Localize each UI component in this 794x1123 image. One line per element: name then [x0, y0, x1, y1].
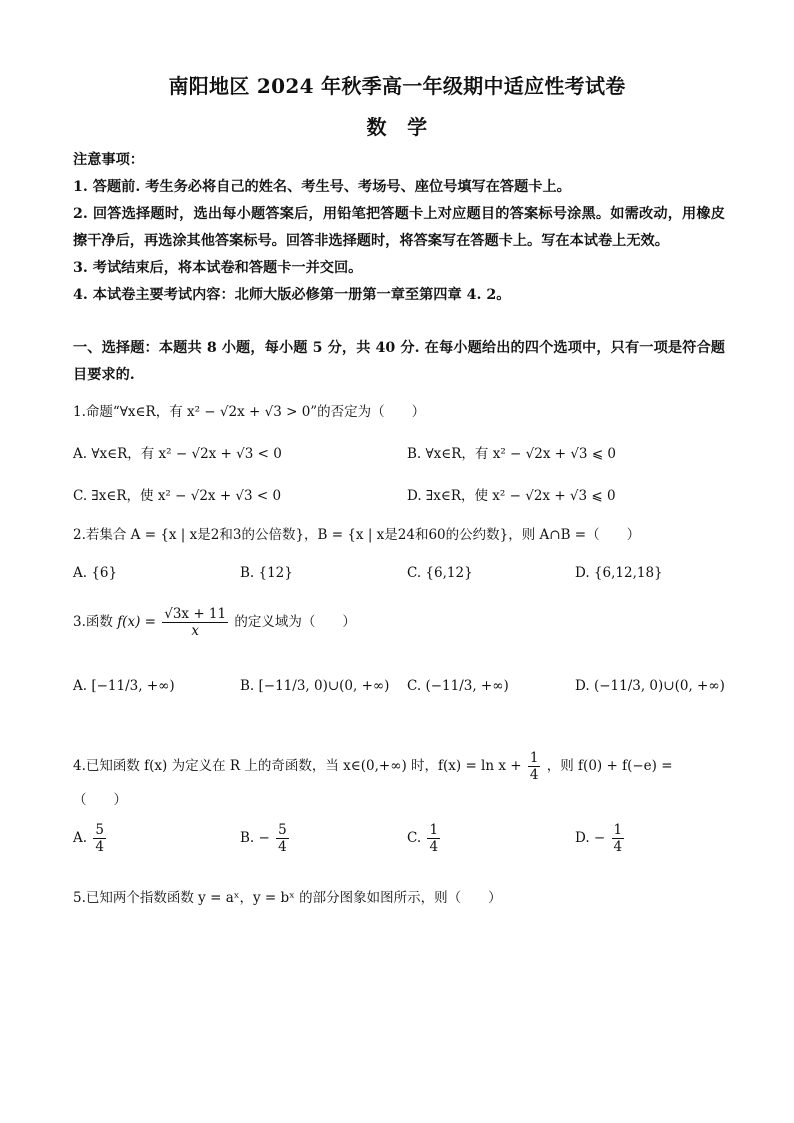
fraction-numerator: 5 — [95, 822, 104, 838]
fraction-denominator: 4 — [429, 839, 439, 855]
question-3-prefix: 3.函数 — [73, 614, 113, 630]
question-2-option-d: D. {6,12,18} — [575, 565, 663, 581]
question-3-option-d — [575, 678, 725, 694]
option-value: (−11/3, +∞) — [425, 678, 509, 694]
option-label: B. − — [240, 830, 270, 846]
question-4-stem — [73, 750, 673, 783]
question-3-option-b — [240, 678, 389, 694]
question-3-fx: f(x) = — [117, 614, 156, 630]
question-4-option-b — [240, 822, 291, 855]
question-3-stem — [73, 606, 356, 639]
fraction-numerator: 5 — [278, 822, 287, 838]
question-3-fraction — [162, 606, 228, 639]
option-value: [−11/3, +∞) — [91, 678, 175, 694]
notes-block — [73, 147, 725, 309]
question-2-option-a: A. {6} — [73, 565, 118, 581]
note-item: 2. 回答选择题时，选出每小题答案后，用铅笔把答题卡上对应题目的答案标号涂黑。如需改动，用橡皮擦干净后，再选涂其他答案标号。回答非选择题时，将答案写在答题卡上。写在本试卷上无效。 — [73, 206, 725, 249]
option-fraction — [427, 822, 440, 855]
option-fraction — [612, 822, 625, 855]
question-4-option-c — [407, 822, 442, 855]
question-2-option-b: B. {12} — [240, 565, 293, 581]
question-1-option-d: D. ∃x∈R，使 x² − √2x + √3 ⩽ 0 — [407, 488, 616, 504]
fraction-numerator: 1 — [613, 822, 623, 838]
section-heading: 一、选择题：本题共 8 小题，每小题 5 分，共 40 分. 在每小题给出的四个选项中，只有一项是符合题目要求的. — [73, 340, 725, 383]
note-item: 4. 本试卷主要考试内容：北师大版必修第一册第一章至第四章 4. 2。 — [73, 287, 511, 303]
question-3-numerator: √3x + 11 — [164, 606, 227, 622]
question-4-option-d — [575, 822, 626, 855]
question-4-fraction — [528, 750, 541, 783]
question-3-suffix: 的定义域为（ ） — [234, 614, 356, 630]
question-3-option-c — [407, 678, 509, 694]
note-item: 3. 考试结束后，将本试卷和答题卡一并交回。 — [73, 260, 363, 276]
option-label: C. — [407, 830, 422, 846]
fraction-denominator: 4 — [613, 839, 623, 855]
option-label: D. − — [575, 830, 606, 846]
question-4-paren: （ ） — [73, 792, 127, 808]
question-3-option-a — [73, 678, 175, 694]
option-label: A. — [73, 678, 88, 694]
question-1-option-b: B. ∀x∈R，有 x² − √2x + √3 ⩽ 0 — [407, 446, 617, 462]
question-1-option-a: A. ∀x∈R，有 x² − √2x + √3 < 0 — [73, 446, 282, 462]
question-2-stem: 2.若集合 A = {x | x是2和3的公倍数}，B = {x | x是24和60的公约数}，则 A∩B =（ ） — [73, 527, 641, 543]
exam-title: 南阳地区 2024 年秋季高一年级期中适应性考试卷 — [168, 74, 626, 98]
option-label: C. — [407, 678, 422, 694]
option-label: B. — [240, 678, 255, 694]
option-label: A. — [73, 830, 88, 846]
option-fraction — [276, 822, 289, 855]
question-4-stem-a: 4.已知函数 f(x) 为定义在 R 上的奇函数，当 x∈(0,+∞) 时，f(x) = ln x + — [73, 758, 522, 774]
option-label: D. — [575, 678, 590, 694]
question-4-stem-b: ，则 f(0) + f(−e) = — [546, 758, 673, 774]
question-2-option-c: C. {6,12} — [407, 565, 473, 581]
question-4-option-a — [73, 822, 108, 855]
question-1-stem: 1.命题“∀x∈R，有 x² − √2x + √3 > 0”的否定为（ ） — [73, 404, 426, 420]
fraction-denominator: 4 — [529, 767, 539, 783]
notes-heading: 注意事项： — [73, 152, 144, 168]
question-1-option-c: C. ∃x∈R，使 x² − √2x + √3 < 0 — [73, 488, 282, 504]
note-item: 1. 答题前. 考生务必将自己的姓名、考生号、考场号、座位号填写在答题卡上。 — [73, 179, 571, 195]
question-5-stem: 5.已知两个指数函数 y = aˣ，y = bˣ 的部分图象如图所示，则（ ） — [73, 890, 502, 906]
subject-title: 数 学 — [366, 115, 428, 139]
fraction-denominator: 4 — [278, 839, 287, 855]
option-value: (−11/3, 0)∪(0, +∞) — [593, 678, 725, 694]
fraction-numerator: 1 — [429, 822, 439, 838]
option-value: [−11/3, 0)∪(0, +∞) — [258, 678, 390, 694]
fraction-numerator: 1 — [529, 750, 539, 766]
fraction-denominator: 4 — [95, 839, 104, 855]
option-fraction — [93, 822, 106, 855]
question-3-denominator: x — [191, 623, 199, 639]
